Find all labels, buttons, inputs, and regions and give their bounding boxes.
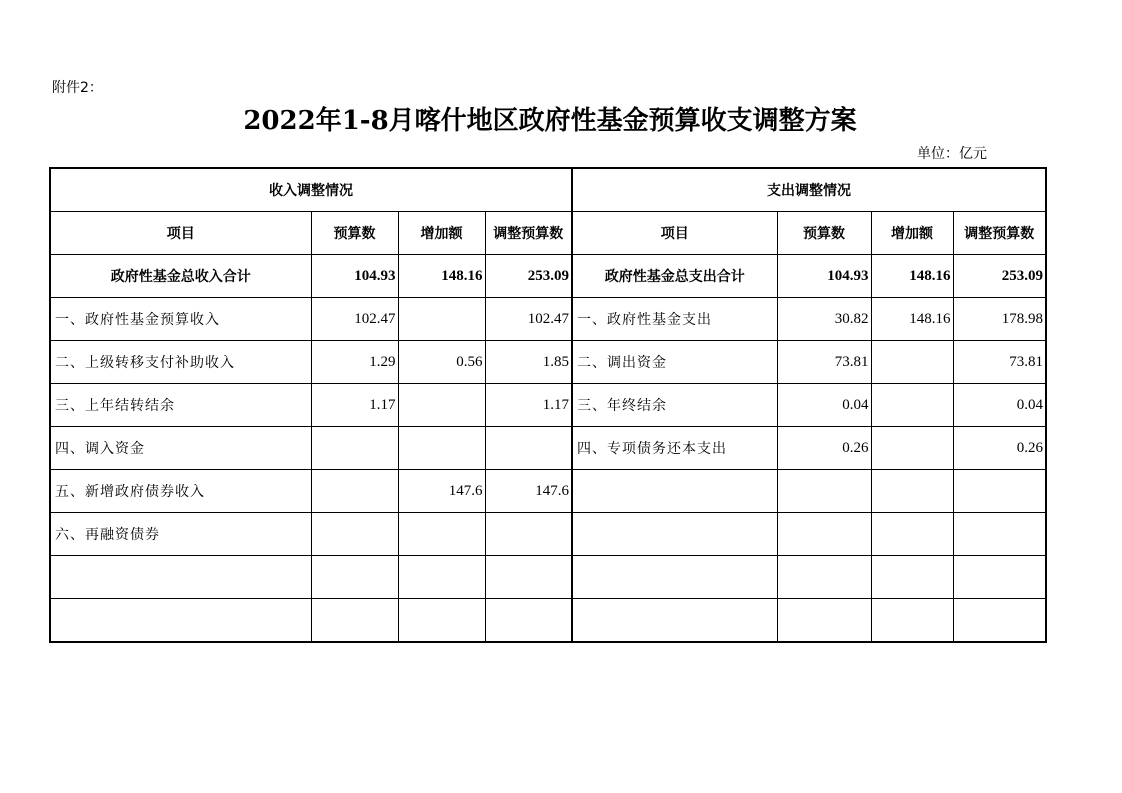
income-row-adjusted [485, 556, 572, 599]
expenditure-row-increase [871, 341, 953, 384]
expenditure-row-budget [777, 470, 871, 513]
column-header-row [50, 212, 1046, 255]
expenditure-row-budget: 0.04 [777, 384, 871, 427]
expenditure-row-item: 二、调出资金 [572, 341, 777, 384]
expenditure-row-budget: 73.81 [777, 341, 871, 384]
income-header-budget: 预算数 [311, 212, 398, 255]
income-row-budget: 1.29 [311, 341, 398, 384]
income-row-item: 三、上年结转结余 [50, 384, 311, 427]
expenditure-row-increase [871, 599, 953, 643]
expenditure-row-increase [871, 427, 953, 470]
income-row-increase [398, 556, 485, 599]
income-row-budget: 1.17 [311, 384, 398, 427]
expenditure-row-increase: 148.16 [871, 298, 953, 341]
income-row-item: 五、新增政府债券收入 [50, 470, 311, 513]
expenditure-row-budget [777, 556, 871, 599]
income-row-item: 二、上级转移支付补助收入 [50, 341, 311, 384]
income-row-increase [398, 298, 485, 341]
table-row [50, 427, 1046, 470]
income-row-item: 四、调入资金 [50, 427, 311, 470]
income-row-adjusted [485, 599, 572, 643]
expenditure-total-adjusted: 253.09 [953, 255, 1046, 298]
income-header-item: 项目 [50, 212, 311, 255]
expenditure-row-item: 一、政府性基金支出 [572, 298, 777, 341]
income-row-budget: 102.47 [311, 298, 398, 341]
expenditure-row-item: 三、年终结余 [572, 384, 777, 427]
expenditure-row-increase [871, 384, 953, 427]
expenditure-header-budget: 预算数 [777, 212, 871, 255]
expenditure-header-item: 项目 [572, 212, 777, 255]
expenditure-row-budget [777, 599, 871, 643]
expenditure-row-budget [777, 513, 871, 556]
income-row-adjusted: 147.6 [485, 470, 572, 513]
income-row-adjusted [485, 513, 572, 556]
expenditure-row-item [572, 556, 777, 599]
income-total-increase: 148.16 [398, 255, 485, 298]
income-row-increase [398, 384, 485, 427]
expenditure-total-increase: 148.16 [871, 255, 953, 298]
expenditure-row-item [572, 470, 777, 513]
table-row [50, 341, 1046, 384]
income-row-budget [311, 556, 398, 599]
expenditure-row-item [572, 599, 777, 643]
income-header-increase: 增加额 [398, 212, 485, 255]
expenditure-row-adjusted: 178.98 [953, 298, 1046, 341]
table-row [50, 556, 1046, 599]
expenditure-row-increase [871, 470, 953, 513]
unit-label: 单位：亿元 [917, 146, 987, 162]
budget-adjustment-table [49, 167, 1047, 643]
income-row-budget [311, 427, 398, 470]
income-row-item: 一、政府性基金预算收入 [50, 298, 311, 341]
expenditure-header-increase: 增加额 [871, 212, 953, 255]
income-row-increase [398, 427, 485, 470]
expenditure-row-adjusted [953, 599, 1046, 643]
page-title: 2022年1-8月喀什地区政府性基金预算收支调整方案 [243, 106, 857, 136]
table-row [50, 298, 1046, 341]
income-total-budget: 104.93 [311, 255, 398, 298]
expenditure-row-increase [871, 556, 953, 599]
expenditure-row-item: 四、专项债务还本支出 [572, 427, 777, 470]
income-row-adjusted: 102.47 [485, 298, 572, 341]
expenditure-row-budget: 30.82 [777, 298, 871, 341]
income-row-increase [398, 599, 485, 643]
expenditure-total-label: 政府性基金总支出合计 [572, 255, 777, 298]
income-row-increase [398, 513, 485, 556]
income-row-increase: 0.56 [398, 341, 485, 384]
expenditure-row-adjusted: 73.81 [953, 341, 1046, 384]
attachment-label: 附件2： [52, 80, 103, 96]
total-row [50, 255, 1046, 298]
income-header-adjusted: 调整预算数 [485, 212, 572, 255]
table-row [50, 599, 1046, 643]
expenditure-row-adjusted [953, 470, 1046, 513]
income-row-adjusted: 1.85 [485, 341, 572, 384]
expenditure-row-item [572, 513, 777, 556]
income-row-increase: 147.6 [398, 470, 485, 513]
expenditure-row-adjusted: 0.04 [953, 384, 1046, 427]
expenditure-row-adjusted [953, 556, 1046, 599]
income-row-budget [311, 599, 398, 643]
table-row [50, 384, 1046, 427]
table-row [50, 513, 1046, 556]
table-row [50, 470, 1046, 513]
income-row-budget [311, 470, 398, 513]
expenditure-section-title: 支出调整情况 [572, 168, 1046, 212]
expenditure-row-increase [871, 513, 953, 556]
income-row-item [50, 599, 311, 643]
income-total-label: 政府性基金总收入合计 [50, 255, 311, 298]
income-row-budget [311, 513, 398, 556]
income-row-adjusted: 1.17 [485, 384, 572, 427]
income-row-item [50, 556, 311, 599]
income-row-item: 六、再融资债券 [50, 513, 311, 556]
expenditure-total-budget: 104.93 [777, 255, 871, 298]
expenditure-row-adjusted [953, 513, 1046, 556]
expenditure-header-adjusted: 调整预算数 [953, 212, 1046, 255]
expenditure-row-budget: 0.26 [777, 427, 871, 470]
income-section-title: 收入调整情况 [50, 168, 572, 212]
expenditure-row-adjusted: 0.26 [953, 427, 1046, 470]
section-header-row [50, 168, 1046, 212]
income-row-adjusted [485, 427, 572, 470]
income-total-adjusted: 253.09 [485, 255, 572, 298]
